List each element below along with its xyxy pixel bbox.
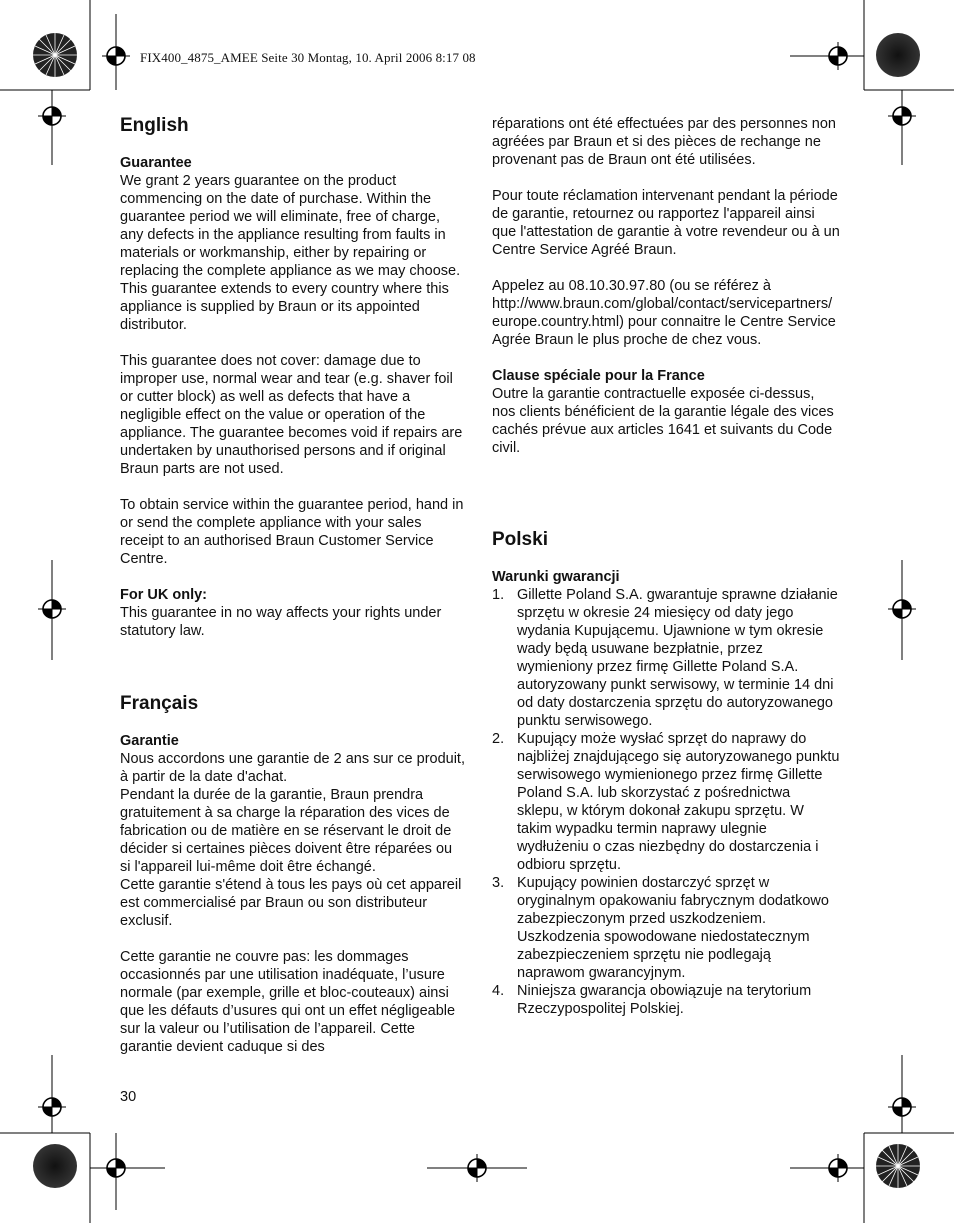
list-item [492, 730, 840, 874]
francais-paragraph-4-continued: réparations ont été effectuées par des personnes non agréées par Braun et si des pièces de rechange ne provenant pas de Braun ont été utilisées. [492, 116, 836, 168]
clause-heading: Clause spéciale pour la France [492, 368, 705, 384]
polski-title: Polski [492, 529, 548, 550]
francais-paragraph-1: Nous accordons une garantie de 2 ans sur ce produit, à partir de la date d'achat. [120, 751, 465, 785]
english-paragraph-2: This guarantee extends to every country where this appliance is supplied by Braun or its appointed distributor. [120, 281, 449, 333]
english-guarantee-heading: Guarantee [120, 155, 192, 171]
list-item-number: 2. [492, 731, 505, 747]
clause-text: Outre la garantie contractuelle exposée ci-dessus, nos clients bénéficient de la garantie légale des vices cachés prévue aux articles 1641 et suivants du Code civil. [492, 386, 834, 456]
francais-paragraph-4: Cette garantie ne couvre pas: les dommages occasionnés par une utilisation inadéquate, l’usure normale (par exemple, grille et bloc-couteaux) ainsi que les défauts d’usures qui ont un effet négligeable sur la valeur ou l’utilisation de l’appareil. Cette garantie devient caduque si des [120, 949, 456, 1055]
list-item-number: 1. [492, 587, 505, 603]
list-item [492, 586, 840, 730]
francais-title: Français [120, 693, 199, 714]
list-item-text: Kupujący może wysłać sprzęt do naprawy do najbliżej znajdującego się autoryzowanego punktu serwisowego wymienionego przez firmę Gillette Poland S.A. lub skorzystać z pośrednictwa sklepu, w którym dokonał zakupu sprzętu. W takim wypadku termin naprawy ulegnie wydłużeniu o czas niezbędny do dostarczenia i odbioru sprzętu. [517, 731, 840, 873]
right-column [492, 115, 840, 1018]
francais-paragraph-3: Cette garantie s'étend à tous les pays où cet appareil est commercialisé par Braun ou son distributeur exclusif. [120, 877, 462, 929]
english-paragraph-4: To obtain service within the guarantee period, hand in or send the complete appliance with your sales receipt to an authorised Braun Customer Service Centre. [120, 497, 464, 567]
polski-heading: Warunki gwarancji [492, 569, 620, 585]
list-item-text: Kupujący powinien dostarczyć sprzęt w oryginalnym opakowaniu fabrycznym dodatkowo zabezpieczonym przed uszkodzeniem. Uszkodzenia spowodowane niedostatecznym zabezpieczeniem sprzętu nie podlegają naprawom gwarancyjnym. [517, 875, 829, 981]
francais-paragraph-2: Pendant la durée de la garantie, Braun prendra gratuitement à sa charge la réparation des vices de fabrication ou de matière en se réservant le droit de décider si certaines pièces doivent être réparées ou si l'appareil lui-même doit être échangé. [120, 787, 453, 875]
uk-only-heading: For UK only: [120, 587, 207, 603]
francais-paragraph-6: Appelez au 08.10.30.97.80 (ou se référez à http://www.braun.com/global/contact/servicepartners/europe.country.html) pour connaitre le Centre Service Agrée Braun le plus proche de chez vous. [492, 278, 836, 348]
left-column [120, 115, 465, 1056]
list-item-text: Niniejsza gwarancja obowiązuje na terytorium Rzeczypospolitej Polskiej. [517, 983, 812, 1017]
francais-guarantee-heading: Garantie [120, 733, 179, 749]
polski-list [492, 586, 840, 1018]
english-paragraph-1: We grant 2 years guarantee on the product commencing on the date of purchase. Within the guarantee period we will eliminate, free of charge, any defects in the appliance resulting from faults in materials or workmanship, either by repairing or replacing the complete appliance as we may choose. [120, 173, 461, 279]
uk-only-text: This guarantee in no way affects your rights under statutory law. [120, 605, 442, 639]
print-slug: FIX400_4875_AMEE Seite 30 Montag, 10. April 2006 8:17 08 [140, 50, 476, 65]
list-item-number: 4. [492, 983, 505, 999]
francais-paragraph-5: Pour toute réclamation intervenant pendant la période de garantie, retournez ou rapportez l'appareil ainsi que l'attestation de garantie à votre revendeur ou à un Centre Service Agréé Braun. [492, 188, 840, 258]
list-item-number: 3. [492, 875, 505, 891]
english-paragraph-3: This guarantee does not cover: damage due to improper use, normal wear and tear (e.g. shaver foil or cutter block) as well as defects that have a negligible effect on the value or operation of the appliance. The guarantee becomes void if repairs are undertaken by unauthorised persons and if original Braun parts are not used. [120, 353, 463, 477]
list-item [492, 982, 840, 1018]
list-item-text: Gillette Poland S.A. gwarantuje sprawne działanie sprzętu w okresie 24 miesięcy od daty jego wydania Kupującemu. Ujawnione w tym okresie wady będą usuwane bezpłatnie, przez wymieniony przez firmę Gillette Poland S.A. autoryzowany punkt serwisowy, w terminie 14 dni od daty dostarczenia sprzętu do autoryzowanego punktu serwisowego. [517, 587, 838, 729]
list-item [492, 874, 840, 982]
page-number: 30 [120, 1089, 137, 1105]
english-title: English [120, 115, 189, 136]
